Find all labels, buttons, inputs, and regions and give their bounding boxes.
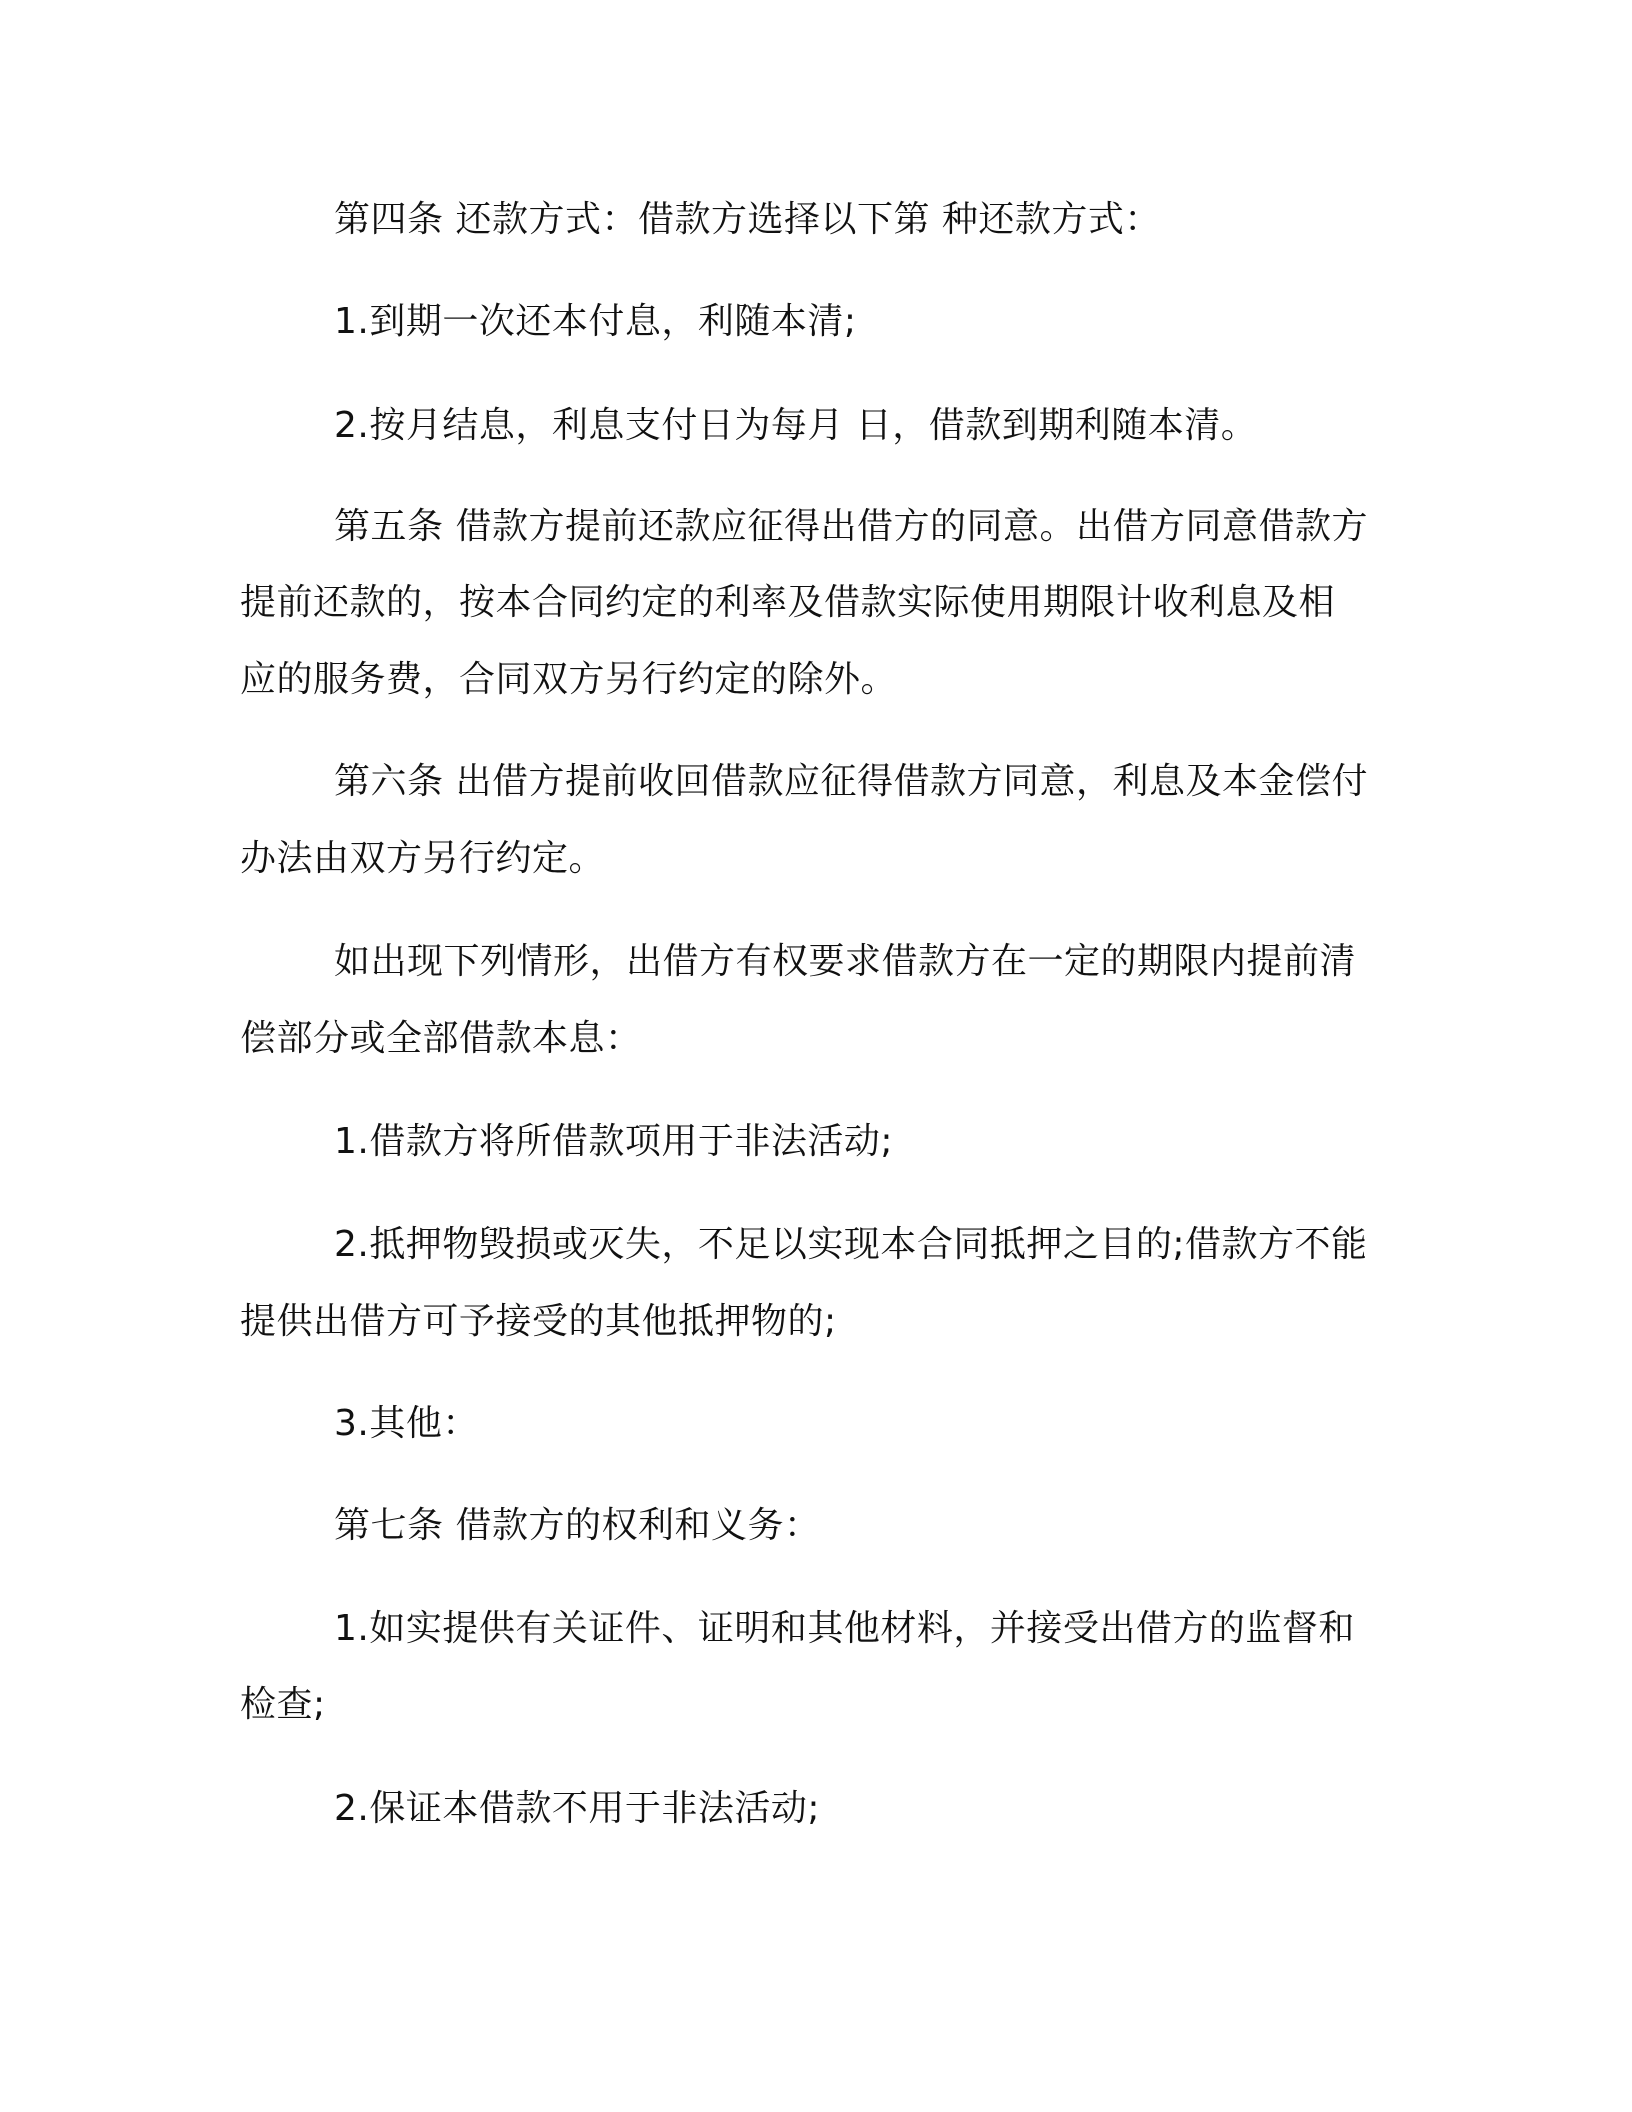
article-4-item-1: 1.到期一次还本付息，利随本清; (334, 301, 857, 342)
article-4-item-2: 2.按月结息，利息支付日为每月 日，借款到期利随本清。 (334, 405, 1258, 446)
condition-item-3: 3.其他： (334, 1403, 479, 1444)
article-6-line-2: 办法由双方另行约定。 (240, 838, 606, 879)
article-7-item-1-line-1: 1.如实提供有关证件、证明和其他材料，并接受出借方的监督和 (334, 1608, 1355, 1649)
condition-item-1: 1.借款方将所借款项用于非法活动; (334, 1121, 893, 1162)
condition-item-2-line-1: 2.抵押物毁损或灭失，不足以实现本合同抵押之目的;借款方不能 (334, 1224, 1368, 1265)
article-5-line-1: 第五条 借款方提前还款应征得出借方的同意。出借方同意借款方 (334, 506, 1368, 547)
article-7-heading: 第七条 借款方的权利和义务： (334, 1505, 821, 1546)
article-5-line-2: 提前还款的，按本合同约定的利率及借款实际使用期限计收利息及相 (240, 582, 1336, 623)
article-6-line-1: 第六条 出借方提前收回借款应征得借款方同意，利息及本金偿付 (334, 761, 1368, 802)
article-4-heading: 第四条 还款方式：借款方选择以下第 种还款方式： (334, 199, 1161, 240)
condition-item-2-line-2: 提供出借方可予接受的其他抵押物的; (240, 1301, 837, 1342)
article-5-line-3: 应的服务费，合同双方另行约定的除外。 (240, 659, 898, 700)
conditions-intro-line-2: 偿部分或全部借款本息： (240, 1018, 642, 1059)
conditions-intro-line-1: 如出现下列情形，出借方有权要求借款方在一定的期限内提前清 (334, 941, 1357, 982)
article-7-item-1-line-2: 检查; (240, 1684, 326, 1725)
article-7-item-2: 2.保证本借款不用于非法活动; (334, 1788, 820, 1829)
